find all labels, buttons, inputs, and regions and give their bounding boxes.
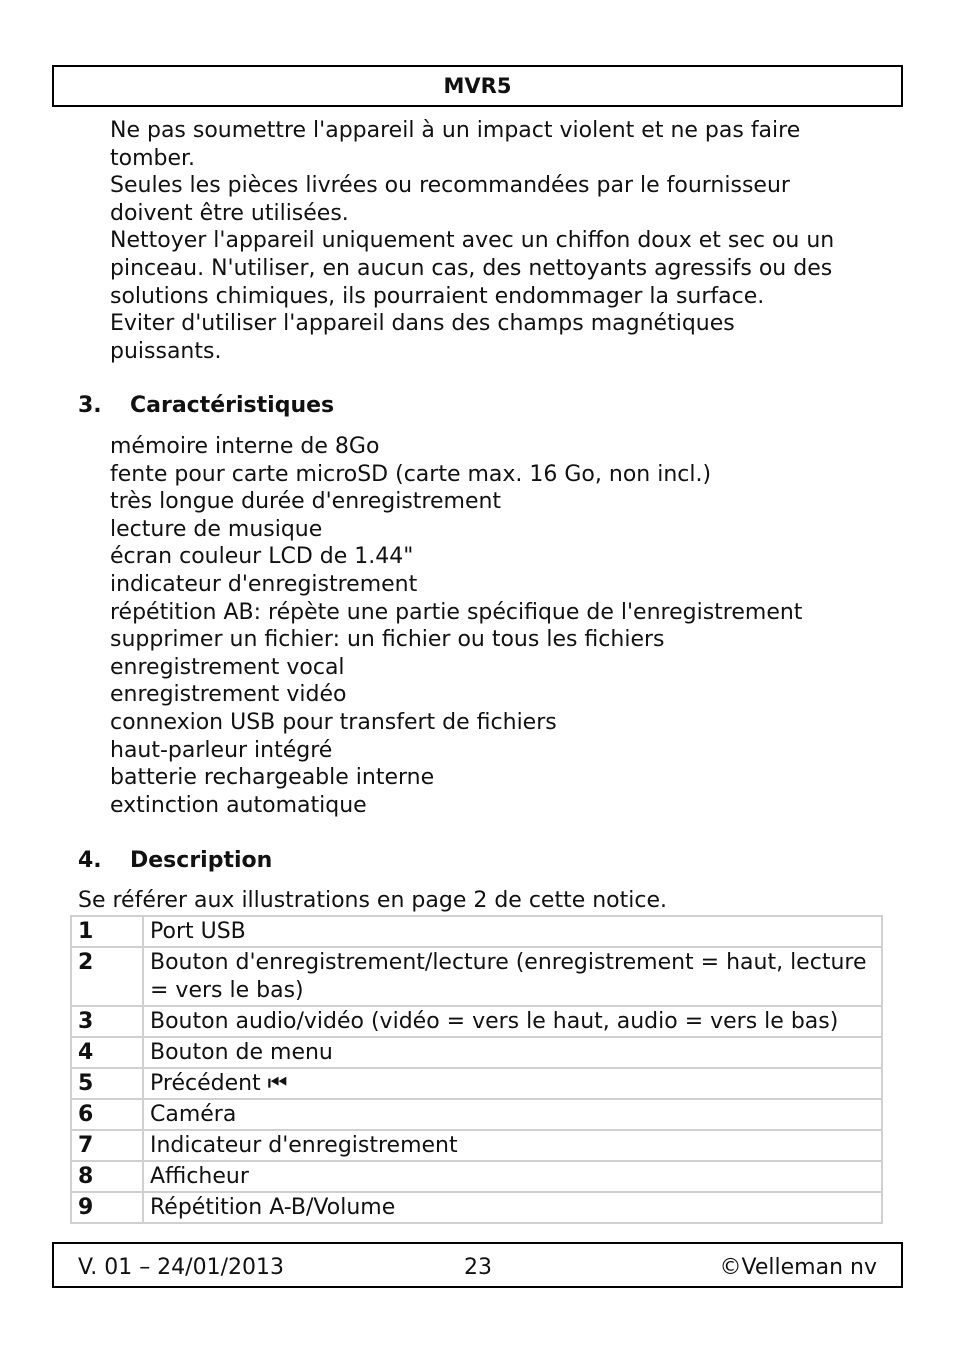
text-line: tomber. [110,145,196,171]
feature-item: indicateur d'enregistrement [110,571,418,597]
section-heading-4 [78,848,272,873]
section-title: Caractéristiques [130,393,335,418]
part-description: Bouton de menu [143,1037,882,1068]
table-row [71,916,882,947]
feature-item: connexion USB pour transfert de fichiers [110,709,557,735]
part-number: 4 [71,1037,143,1068]
table-row [71,1099,882,1130]
text-line: Seules les pièces livrées ou recommandées par le fournisseur [110,173,790,199]
text-line: Ne pas soumettre l'appareil à un impact violent et ne pas faire [110,118,801,143]
section-heading-3 [78,393,334,418]
text-line: doivent être utilisées. [110,200,349,226]
document-title: MVR5 [443,74,512,98]
text-line: pinceau. N'utiliser, en aucun cas, des nettoyants agressifs ou des [110,255,833,281]
feature-item: haut-parleur intégré [110,737,333,763]
parts-table [70,915,883,1224]
part-number: 2 [71,947,143,1006]
text-line: solutions chimiques, ils pourraient endommager la surface. [110,283,765,309]
description-intro: Se référer aux illustrations en page 2 de cette notice. [78,888,668,913]
feature-item: batterie rechargeable interne [110,765,435,791]
feature-item: extinction automatique [110,792,367,818]
text-line: Nettoyer l'appareil uniquement avec un chiffon doux et sec ou un [110,228,835,254]
table-row [71,947,882,1006]
table-row [71,1006,882,1037]
feature-item: répétition AB: répète une partie spécifique de l'enregistrement [110,599,803,625]
feature-item: mémoire interne de 8Go [110,434,380,459]
feature-item: lecture de musique [110,516,323,542]
part-number: 8 [71,1161,143,1192]
part-number: 3 [71,1006,143,1037]
part-number: 9 [71,1192,143,1223]
part-description: Bouton d'enregistrement/lecture (enregistrement = haut, lecture = vers le bas) [143,947,882,1006]
part-description: Indicateur d'enregistrement [143,1130,882,1161]
part-description: Répétition A-B/Volume [143,1192,882,1223]
footer-version: V. 01 – 24/01/2013 [78,1255,284,1280]
part-number: 5 [71,1068,143,1099]
part-description: Bouton audio/vidéo (vidéo = vers le haut, audio = vers le bas) [143,1006,882,1037]
features-list [110,433,802,819]
footer-page-number: 23 [464,1255,492,1280]
part-description: Caméra [143,1099,882,1130]
feature-item: écran couleur LCD de 1.44" [110,544,414,570]
section-number: 3. [78,393,102,418]
feature-item: supprimer un fichier: un fichier ou tous les fichiers [110,627,665,653]
section-title: Description [130,848,273,873]
feature-item: enregistrement vocal [110,654,345,680]
table-row [71,1192,882,1223]
table-row [71,1037,882,1068]
feature-item: fente pour carte microSD (carte max. 16 Go, non incl.) [110,461,712,487]
part-description: Port USB [143,916,882,947]
footer-copyright: ©Velleman nv [719,1255,877,1280]
text-line: Eviter d'utiliser l'appareil dans des champs magnétiques [110,311,735,337]
part-description: Précédent ⏮ [143,1068,882,1099]
part-description: Afficheur [143,1161,882,1192]
section-number: 4. [78,848,102,873]
text-line: puissants. [110,338,222,364]
header-box [52,65,903,107]
table-row [71,1130,882,1161]
part-number: 7 [71,1130,143,1161]
part-number: 1 [71,916,143,947]
footer-box [52,1242,903,1288]
feature-item: très longue durée d'enregistrement [110,489,502,515]
safety-text [110,117,834,365]
part-number: 6 [71,1099,143,1130]
table-row [71,1068,882,1099]
feature-item: enregistrement vidéo [110,682,347,708]
table-row [71,1161,882,1192]
